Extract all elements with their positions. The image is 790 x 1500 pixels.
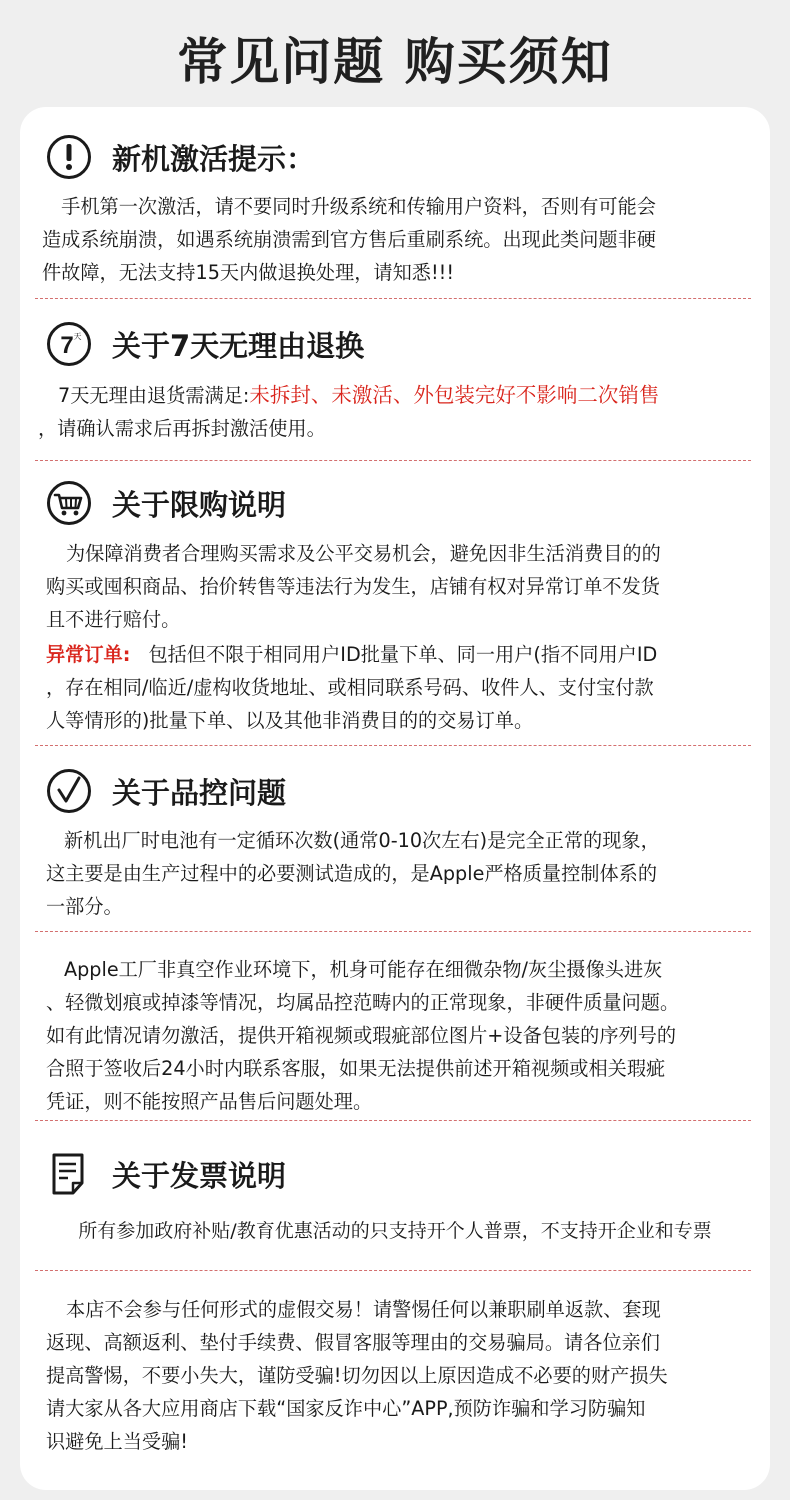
purchase-limit-text: 为保障消费者合理购买需求及公平交易机会，避免因非生活消费目的的 购买或囤积商品、抬价转售等违法行为发生，店铺有权对异常订单不发货 且不进行赔付。 <box>46 542 661 631</box>
checkmark-circle-icon <box>46 768 92 814</box>
activation-title: 新机激活提示： <box>112 141 316 176</box>
divider <box>35 298 751 299</box>
content-card <box>20 107 770 1490</box>
return-conditions: 未拆封、未激活、外包装完好不影响二次销售 <box>249 383 660 407</box>
return-text-lead: 7天无理由退货需满足: <box>58 384 250 407</box>
seven-day-icon-number: 7 <box>60 332 74 359</box>
quality-text-factory: Apple工厂非真空作业环境下，机身可能存在细微杂物/灰尘摄像头进灰 、轻微划痕或掉漆等情况，均属品控范畴内的正常现象，非硬件质量问题。 如有此情况请勿激活，提供开箱视频或瑕疵部位图片+设备包装的序列号的 合照于签收后24小时内联系客服，如果无法提供前述开箱视频或相关瑕疵 凭证，则不能按照产品售后问题处理。 <box>46 958 680 1113</box>
activation-header <box>46 132 315 182</box>
return-text-tail: ，请确认需求后再拆封激活使用。 <box>38 417 326 440</box>
divider <box>35 1270 751 1271</box>
seven-day-icon-sup: 天 <box>73 332 82 341</box>
activation-text: 手机第一次激活，请不要同时升级系统和传输用户资料，否则有可能会 造成系统崩溃，如遇系统崩溃需到官方售后重刷系统。出现此类问题非硬 件故障，无法支持15天内做退换处理，请知悉!!! <box>42 195 656 284</box>
document-icon <box>46 1151 92 1197</box>
invoice-header <box>46 1149 286 1199</box>
divider <box>35 931 751 932</box>
quality-title: 关于品控问题 <box>112 775 287 810</box>
return-title: 关于7天无理由退换 <box>112 328 365 363</box>
page-title: 常见问题 购买须知 <box>177 33 613 91</box>
return-header <box>46 319 364 369</box>
abnormal-order-body: 包括但不限于相同用户ID批量下单、同一用户(指不同用户ID ，存在相同/临近/虚构收货地址、或相同联系号码、收件人、支付宝付款 人等情形的)批量下单、以及其他非消费目的的交易订单。 <box>46 643 658 732</box>
exclamation-circle-icon <box>46 134 92 180</box>
divider <box>35 745 751 746</box>
quality-text-battery: 新机出厂时电池有一定循环次数(通常0-10次左右)是完全正常的现象， 这主要是由生产过程中的必要测试造成的，是Apple严格质量控制体系的 一部分。 <box>46 829 660 918</box>
divider <box>35 460 751 461</box>
seven-day-icon <box>46 321 92 367</box>
abnormal-order-label: 异常订单: <box>46 643 131 666</box>
purchase-limit-title: 关于限购说明 <box>112 487 287 522</box>
invoice-text: 所有参加政府补贴/教育优惠活动的只支持开个人普票，不支持开企业和专票 <box>78 1220 712 1242</box>
purchase-limit-header <box>46 478 286 528</box>
abnormal-order-text <box>46 638 754 737</box>
quality-header <box>46 766 286 816</box>
anti-fraud-text: 本店不会参与任何形式的虚假交易！请警惕任何以兼职刷单返款、套现 返现、高额返利、垫付手续费、假冒客服等理由的交易骗局。请各位亲们 提高警惕，不要小失大，谨防受骗!切勿因以上原因造成不必要的财产损失 请大家从各大应用商店下载“国家反诈中心”APP,预防诈骗和学习防骗知 识避免上当受骗! <box>46 1298 668 1453</box>
return-text <box>58 379 758 412</box>
shopping-cart-icon <box>46 480 92 526</box>
invoice-title: 关于发票说明 <box>112 1158 287 1193</box>
divider <box>35 1120 751 1121</box>
